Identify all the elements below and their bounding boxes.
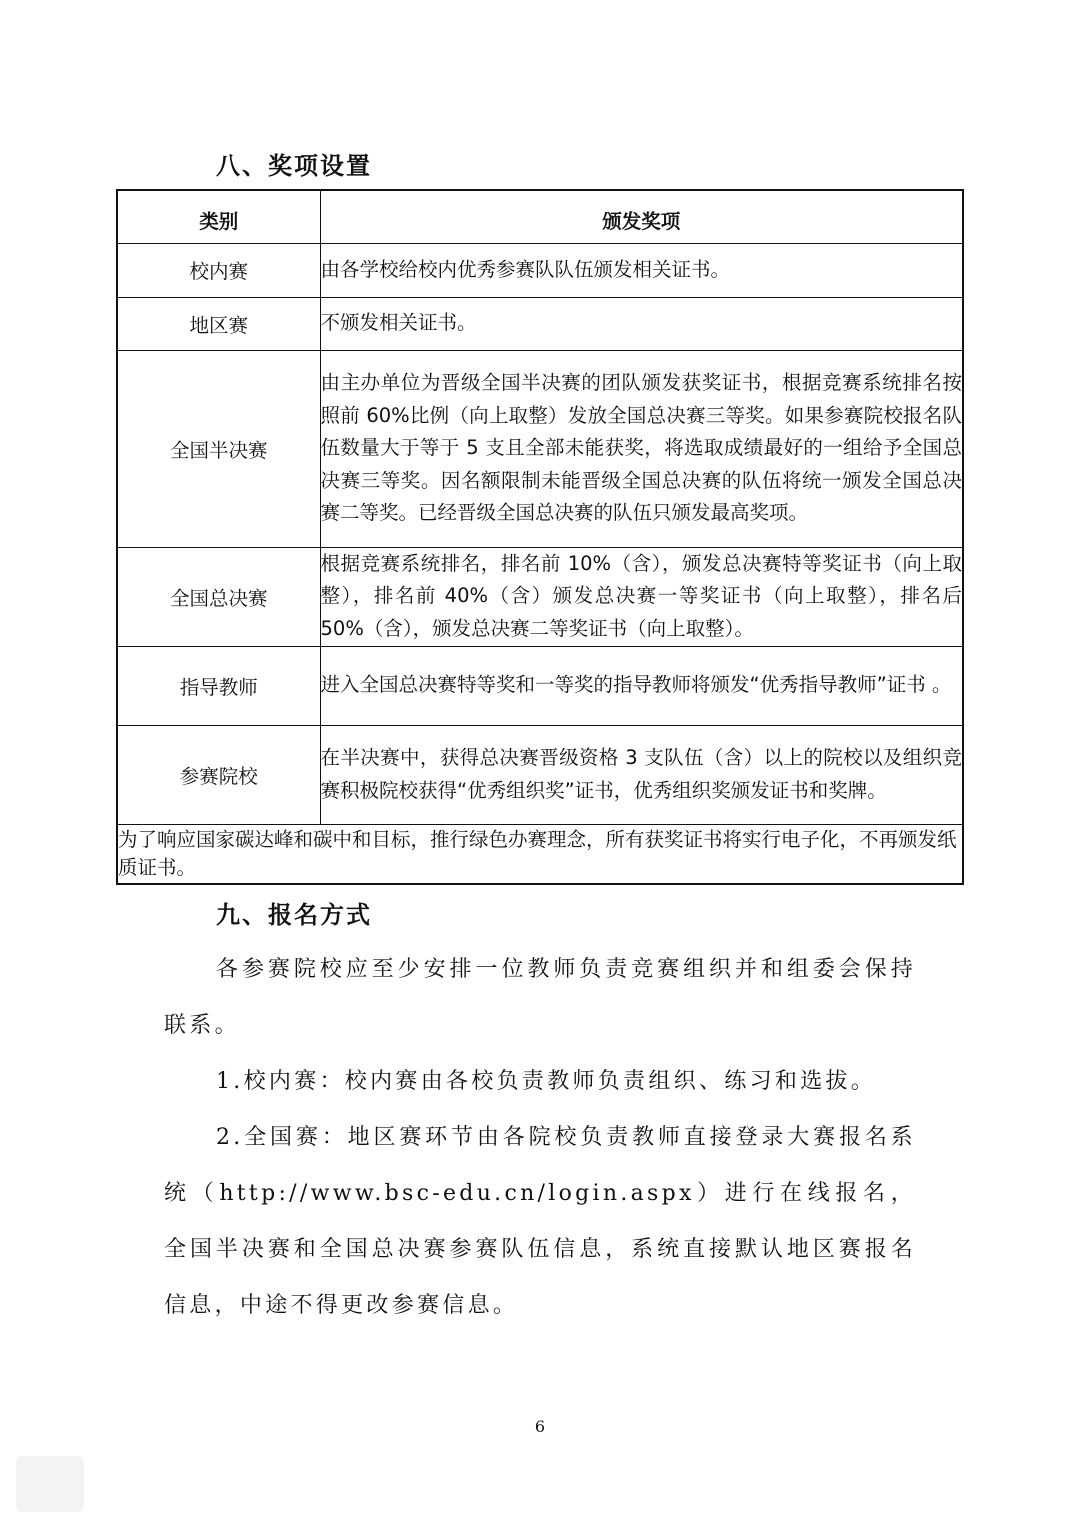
category-cell: 指导教师 [117, 646, 320, 725]
awards-cell: 不颁发相关证书。 [320, 297, 963, 350]
table-row [117, 350, 963, 547]
section-heading-awards: 八、奖项设置 [216, 152, 372, 180]
table-header-row [117, 190, 963, 243]
registration-paragraph: 1.校内赛：校内赛由各校负责教师负责组织、练习和选拔。 [216, 1069, 877, 1094]
header-awards: 颁发奖项 [320, 190, 963, 243]
table-row [117, 547, 963, 646]
table-footnote: 为了响应国家碳达峰和碳中和目标，推行绿色办赛理念，所有获奖证书将实行电子化，不再颁发纸质证书。 [117, 824, 963, 884]
table-footnote-row [117, 824, 963, 884]
awards-cell: 进入全国总决赛特等奖和一等奖的指导教师将颁发“优秀指导教师”证书 。 [320, 646, 963, 725]
category-cell: 全国半决赛 [117, 350, 320, 547]
table-row [117, 725, 963, 824]
header-category: 类别 [117, 190, 320, 243]
awards-cell: 根据竞赛系统排名，排名前 10%（含），颁发总决赛特等奖证书（向上取整），排名前 40%（含）颁发总决赛一等奖证书（向上取整），排名后 50%（含），颁发总决赛二等奖证书（向上取整）。 [320, 547, 963, 646]
awards-table [116, 189, 964, 885]
section-heading-registration: 九、报名方式 [216, 901, 372, 929]
registration-paragraph: 各参赛院校应至少安排一位教师负责竞赛组织并和组委会保持联系。 [164, 957, 916, 1038]
table-row [117, 243, 963, 297]
awards-cell: 在半决赛中，获得总决赛晋级资格 3 支队伍（含）以上的院校以及组织竞赛积极院校获得“优秀组织奖”证书，优秀组织奖颁发证书和奖牌。 [320, 725, 963, 824]
category-cell: 地区赛 [117, 297, 320, 350]
category-cell: 校内赛 [117, 243, 320, 297]
viewer-corner-button[interactable] [16, 1456, 84, 1512]
table-row [117, 646, 963, 725]
registration-paragraph: 2.全国赛：地区赛环节由各院校负责教师直接登录大赛报名系统（http://www.bsc-edu.cn/login.aspx）进行在线报名，全国半决赛和全国总决赛参赛队伍信息，系统直接默认地区赛报名信息，中途不得更改参赛信息。 [164, 1125, 916, 1318]
category-cell: 全国总决赛 [117, 547, 320, 646]
category-cell: 参赛院校 [117, 725, 320, 824]
awards-cell: 由各学校给校内优秀参赛队队伍颁发相关证书。 [320, 243, 963, 297]
awards-cell: 由主办单位为晋级全国半决赛的团队颁发获奖证书，根据竞赛系统排名按照前 60%比例（向上取整）发放全国总决赛三等奖。如果参赛院校报名队伍数量大于等于 5 支且全部未能获奖，将选取成绩最好的一组给予全国总决赛三等奖。因名额限制未能晋级全国总决赛的队伍将统一颁发全国总决赛二等奖。已经晋级全国总决赛的队伍只颁发最高奖项。 [320, 350, 963, 547]
table-row [117, 297, 963, 350]
page-number: 6 [534, 1417, 546, 1436]
